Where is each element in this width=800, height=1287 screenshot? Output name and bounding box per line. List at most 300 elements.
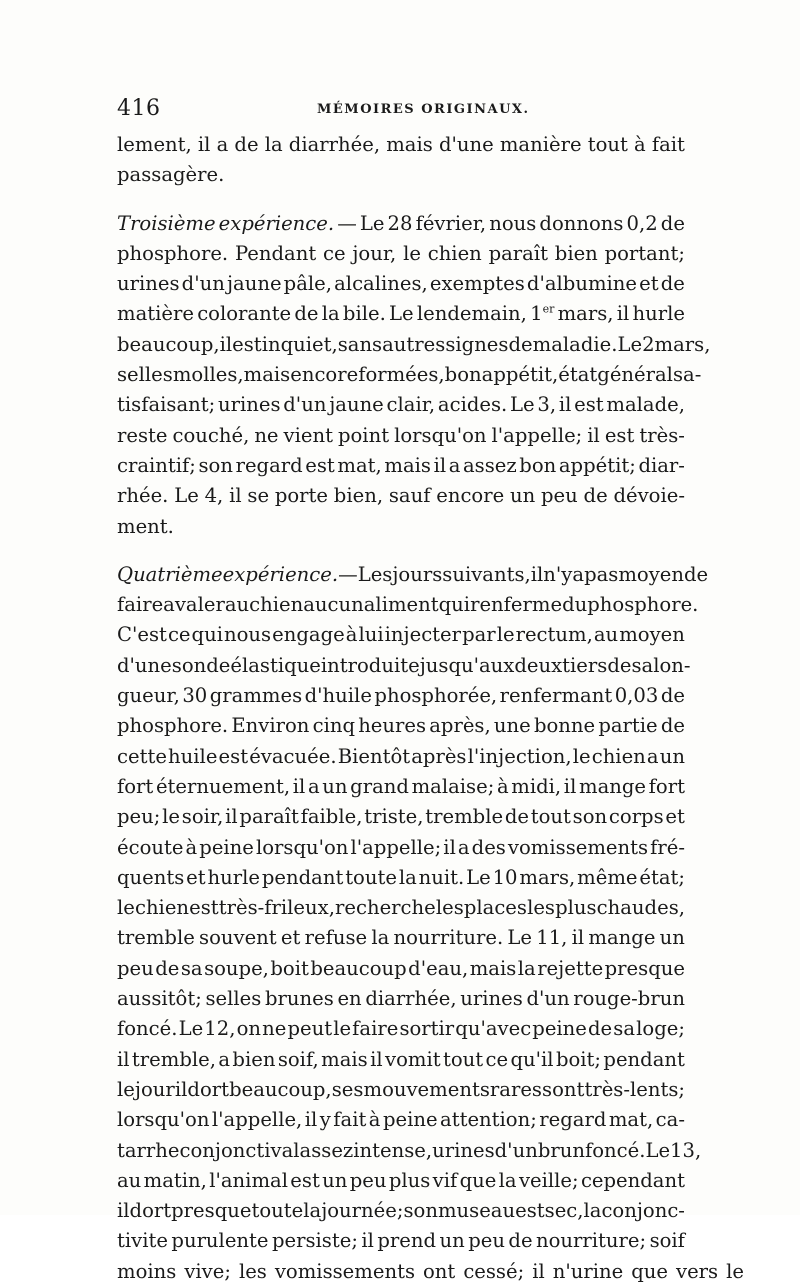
word: peu — [349, 1168, 387, 1192]
word: mars, — [654, 332, 711, 356]
text-line — [117, 893, 685, 923]
word: tremble — [425, 805, 504, 829]
word: il — [532, 1259, 545, 1283]
word: ce — [485, 1047, 509, 1071]
word: lui — [358, 623, 384, 647]
word: Le — [645, 1138, 671, 1162]
text-line — [117, 772, 685, 802]
word: matière — [117, 302, 194, 326]
word: presque — [604, 956, 685, 980]
word: lorsqu'on — [394, 423, 487, 447]
word: du — [562, 593, 588, 617]
text-line — [117, 863, 685, 893]
word: vomissements — [507, 835, 649, 859]
word: après, — [429, 714, 491, 738]
word: son — [403, 1199, 438, 1223]
word: un — [659, 744, 685, 768]
word: — — [337, 211, 357, 235]
text-line — [117, 390, 685, 420]
word: moyen — [618, 562, 685, 586]
word: presque — [171, 1199, 252, 1223]
word: d'une — [117, 653, 172, 677]
word: 30 — [182, 684, 208, 708]
word: regard — [235, 453, 303, 477]
word: 13, — [670, 1138, 702, 1162]
word: sa — [631, 653, 654, 677]
word: a — [457, 835, 470, 859]
word: beaucoup, — [229, 1077, 332, 1101]
word: injecter — [384, 623, 462, 647]
text-line — [117, 1045, 685, 1075]
word: il — [563, 774, 577, 798]
word: beaucoup — [310, 956, 407, 980]
text-line — [117, 620, 685, 650]
word: nourriture. — [393, 926, 504, 950]
word: mais — [384, 453, 431, 477]
word: de — [588, 1017, 613, 1041]
word: diarrhée, — [288, 133, 381, 156]
word: inquiet, — [261, 332, 338, 356]
word: élastique — [230, 653, 321, 677]
word: exemptes — [429, 272, 525, 296]
word: peu; — [117, 805, 161, 829]
text-line — [117, 481, 685, 511]
word: triste, — [364, 805, 424, 829]
text-line — [117, 451, 685, 481]
word: aliment — [363, 593, 439, 617]
word: donnons — [539, 211, 624, 235]
paragraph-gap — [117, 542, 685, 560]
word: moyen — [619, 623, 685, 647]
word: passagère. — [117, 163, 225, 187]
word: est — [604, 423, 635, 447]
word: pendant — [261, 865, 344, 889]
text-line — [117, 1166, 685, 1196]
word: d'un — [283, 393, 327, 417]
word: de — [508, 1229, 533, 1253]
word: 12, — [204, 1017, 236, 1041]
word: sonde — [171, 653, 231, 677]
word: hurle — [632, 302, 685, 326]
word: selles — [205, 987, 262, 1011]
word: rhée. — [117, 484, 169, 508]
word: refuse — [304, 926, 368, 950]
word: de — [155, 956, 180, 980]
word: acides. — [437, 393, 508, 417]
word: jour, — [352, 241, 397, 265]
word: malade, — [606, 393, 685, 417]
word: vif — [432, 1168, 458, 1192]
word: chien — [427, 241, 482, 265]
word: introduite — [320, 653, 420, 677]
word: matin, — [143, 1168, 207, 1192]
word: assez — [299, 1138, 354, 1162]
word: il — [530, 562, 544, 586]
word: peu — [541, 484, 578, 508]
word: veille; — [518, 1168, 579, 1192]
word: urines — [117, 272, 180, 296]
word: souvent — [199, 926, 277, 950]
word: à — [185, 835, 198, 859]
word: foncé. — [117, 1017, 178, 1041]
word: vive; — [184, 1259, 231, 1283]
word: les — [527, 896, 555, 920]
word: il — [219, 332, 233, 356]
word: expérience. — [222, 562, 339, 586]
word: chien — [134, 896, 190, 920]
word: nuit. — [418, 865, 465, 889]
word: de — [660, 684, 685, 708]
word: sauf — [388, 484, 431, 508]
word: conjonctival — [179, 1138, 300, 1162]
word: appétit; — [558, 453, 636, 477]
word: jours — [392, 562, 443, 586]
word: il — [225, 805, 238, 829]
word: de — [504, 805, 529, 829]
word: après — [411, 744, 467, 768]
word: tisfaisant; — [117, 393, 216, 417]
word: il — [370, 1047, 383, 1071]
word: état — [558, 363, 598, 387]
word: pas — [584, 562, 619, 586]
word: est — [290, 1168, 320, 1192]
word: corps — [608, 805, 664, 829]
word: bonne — [533, 714, 596, 738]
word: mars, — [557, 302, 614, 326]
word: fait — [651, 133, 685, 156]
word: heures — [358, 714, 427, 738]
word: cette — [117, 744, 167, 768]
word: gueur, — [117, 684, 180, 708]
word: sa — [613, 1017, 636, 1041]
word: 3, — [537, 393, 557, 417]
word: Le — [617, 332, 643, 356]
word: conjonc- — [601, 1199, 685, 1223]
word: février, — [415, 211, 487, 235]
text-line — [117, 130, 685, 160]
word: la — [264, 133, 283, 156]
text-line — [117, 833, 685, 863]
word: il — [304, 1108, 318, 1132]
text-line — [117, 299, 685, 329]
word: cinq — [312, 714, 355, 738]
word: brunes — [264, 987, 334, 1011]
word: journée; — [321, 1199, 404, 1223]
word: au — [593, 623, 619, 647]
text-line — [117, 160, 685, 190]
word: le — [496, 623, 515, 647]
word: jusqu'aux — [419, 653, 515, 677]
word: d'albumine — [526, 272, 638, 296]
word: point — [337, 423, 390, 447]
word: de — [660, 714, 685, 738]
word: fait — [333, 1108, 367, 1132]
word: nous — [489, 211, 537, 235]
word: il — [117, 1199, 130, 1223]
word: de — [508, 332, 533, 356]
word: la — [303, 1199, 322, 1223]
word: 4, — [204, 484, 224, 508]
word: son — [198, 453, 233, 477]
word: les — [238, 1259, 267, 1283]
word: a — [216, 133, 229, 156]
word: qu'avec — [455, 1017, 532, 1041]
word: une — [493, 714, 531, 738]
word: vient — [283, 423, 333, 447]
word: très-frileux, — [218, 896, 335, 920]
word: vomissements — [274, 1259, 416, 1283]
word: lorsqu'on — [255, 835, 349, 859]
running-head — [117, 96, 684, 126]
word: éternuement, — [155, 774, 291, 798]
text-line — [117, 360, 702, 390]
word: engage — [272, 623, 345, 647]
word: ce — [322, 241, 346, 265]
word: jaune — [226, 272, 282, 296]
word: phosphorée, — [374, 684, 498, 708]
word: n'urine — [552, 1259, 624, 1283]
word: brun — [537, 1138, 585, 1162]
paragraph — [117, 560, 744, 1287]
text-line — [117, 681, 685, 711]
word: bon — [444, 363, 482, 387]
word: toute — [345, 865, 397, 889]
word: très-lents; — [584, 1077, 685, 1101]
word: il — [433, 453, 447, 477]
text-line — [117, 1196, 685, 1226]
word: purulente — [171, 1229, 269, 1253]
word: plus — [388, 1168, 431, 1192]
word: midi, — [511, 774, 562, 798]
word: d'eau, — [408, 956, 469, 980]
word: dort — [129, 1199, 172, 1223]
word: le — [117, 896, 135, 920]
word: huile — [168, 744, 218, 768]
word: mais — [469, 956, 517, 980]
text-line — [117, 1257, 744, 1287]
word: chaudes, — [596, 896, 685, 920]
word: l'appelle; — [350, 835, 442, 859]
word: malaise; — [411, 774, 495, 798]
word: 11, — [536, 926, 568, 950]
word: lorsqu'on — [117, 1108, 210, 1132]
word: peine — [382, 1108, 438, 1132]
word: que — [459, 1168, 497, 1192]
word: il — [292, 774, 306, 798]
page-number: 416 — [117, 96, 161, 121]
word: il — [229, 484, 242, 508]
word: jaune — [329, 393, 384, 417]
word: de — [294, 302, 319, 326]
word: autres — [382, 332, 446, 356]
word: il — [361, 1229, 374, 1253]
word: paraît — [488, 241, 548, 265]
word: d'une — [438, 133, 494, 156]
word: écoute — [117, 835, 184, 859]
word: bile. — [342, 302, 386, 326]
word: la — [517, 956, 536, 980]
word: à — [345, 623, 358, 647]
word: dévoie- — [613, 484, 685, 508]
word: y — [319, 1108, 331, 1132]
word: renfermant — [499, 684, 613, 708]
word: qui — [191, 623, 223, 647]
word: le — [162, 805, 180, 829]
word: le — [333, 1017, 352, 1041]
word: rouge-brun — [573, 987, 685, 1011]
word: rectum, — [515, 623, 593, 647]
word: assez — [462, 453, 517, 477]
word: à — [368, 1108, 381, 1132]
word: cependant — [580, 1168, 685, 1192]
word: phosphore. — [117, 714, 229, 738]
text-line — [117, 1136, 702, 1166]
word: Le — [510, 393, 535, 417]
word: mais — [321, 1047, 368, 1071]
word: la — [321, 302, 340, 326]
word: se — [247, 484, 270, 508]
word: à — [634, 133, 646, 156]
text-line — [117, 984, 685, 1014]
word: la — [371, 926, 390, 950]
word: prend — [377, 1229, 437, 1253]
word: tremble, — [131, 1047, 216, 1071]
word: de — [607, 653, 632, 677]
word: Quatrième — [117, 562, 223, 586]
word: selles — [117, 363, 173, 387]
word: un — [322, 774, 348, 798]
body-text — [117, 130, 744, 1287]
word: reste — [117, 423, 168, 447]
word: 2 — [642, 332, 655, 356]
word: est — [305, 453, 335, 477]
word: beaucoup, — [117, 332, 220, 356]
word: il — [117, 1047, 130, 1071]
word: général — [597, 363, 673, 387]
word: il — [571, 926, 585, 950]
word: vers — [676, 1259, 719, 1283]
word: manière — [499, 133, 582, 156]
word: dort — [187, 1077, 230, 1101]
word: mouvements — [363, 1077, 490, 1101]
word: ce — [167, 623, 191, 647]
word: en — [337, 987, 362, 1011]
word: état; — [639, 865, 685, 889]
word: Le — [389, 302, 414, 326]
word: nourriture; — [536, 1229, 647, 1253]
word: Le — [359, 211, 385, 235]
word: phosphore. — [587, 593, 699, 617]
word: tiers — [562, 653, 608, 677]
word: fré- — [650, 835, 685, 859]
word: soif, — [277, 1047, 319, 1071]
word: Pendant — [234, 241, 317, 265]
word: tarrhe — [117, 1138, 180, 1162]
word: sec, — [544, 1199, 584, 1223]
running-title: MÉMOIRES ORIGINAUX. — [317, 102, 530, 117]
word: encore — [436, 484, 505, 508]
word: vomit — [385, 1047, 441, 1071]
word: expérience. — [218, 211, 335, 235]
word: ne — [254, 423, 279, 447]
word: que — [631, 1259, 668, 1283]
word: intense, — [353, 1138, 433, 1162]
word: mat, — [608, 1108, 654, 1132]
word: mais — [243, 363, 291, 387]
word: faible, — [300, 805, 363, 829]
word: foncé. — [584, 1138, 646, 1162]
word: est — [189, 896, 219, 920]
word: 10 — [492, 865, 518, 889]
word: la — [498, 1168, 517, 1192]
word: Le — [507, 926, 533, 950]
word: chien — [591, 744, 646, 768]
word: phosphore. — [117, 241, 229, 265]
word: d'un — [181, 272, 225, 296]
word: un — [322, 1168, 348, 1192]
word: le — [572, 744, 591, 768]
word: sortir — [399, 1017, 455, 1041]
word: évacuée. — [249, 744, 337, 768]
word: Le — [466, 865, 491, 889]
word: bien — [554, 241, 598, 265]
word: qui — [438, 593, 471, 617]
word: pâle, — [283, 272, 332, 296]
text-line — [117, 560, 709, 590]
word: ne — [262, 1017, 287, 1041]
word: a — [218, 1047, 231, 1071]
word: urines — [217, 393, 281, 417]
word: peine — [532, 1017, 587, 1041]
word: clair, — [386, 393, 436, 417]
text-line — [117, 1075, 685, 1105]
text-line — [117, 239, 685, 269]
word: a — [307, 774, 320, 798]
word: sont — [542, 1077, 585, 1101]
word: tivite — [117, 1229, 168, 1253]
text-line — [117, 802, 685, 832]
word: très- — [639, 423, 685, 447]
word: urines — [460, 987, 523, 1011]
word: il — [174, 1077, 188, 1101]
word: l'injection, — [467, 744, 572, 768]
word: grammes — [209, 684, 303, 708]
word: urines — [432, 1138, 495, 1162]
word: lement, — [117, 133, 192, 156]
word: de — [660, 211, 685, 235]
word: il — [558, 393, 572, 417]
word: boit — [270, 956, 309, 980]
text-line — [117, 421, 685, 451]
word: fort — [117, 774, 154, 798]
word: 1er — [530, 302, 555, 326]
word: boit; — [555, 1047, 602, 1071]
text-line — [117, 711, 685, 741]
word: sans — [337, 332, 383, 356]
word: bien, — [333, 484, 384, 508]
word: et — [665, 805, 685, 829]
word: hurle — [207, 865, 260, 889]
word: l'animal — [209, 1168, 288, 1192]
word: 0,2 — [626, 211, 658, 235]
word: faire — [352, 1017, 399, 1041]
word: et — [639, 272, 659, 296]
word: molles, — [172, 363, 244, 387]
word: de — [583, 484, 608, 508]
word: tremble — [117, 926, 195, 950]
paragraph-gap — [117, 191, 685, 209]
word: est — [232, 332, 262, 356]
